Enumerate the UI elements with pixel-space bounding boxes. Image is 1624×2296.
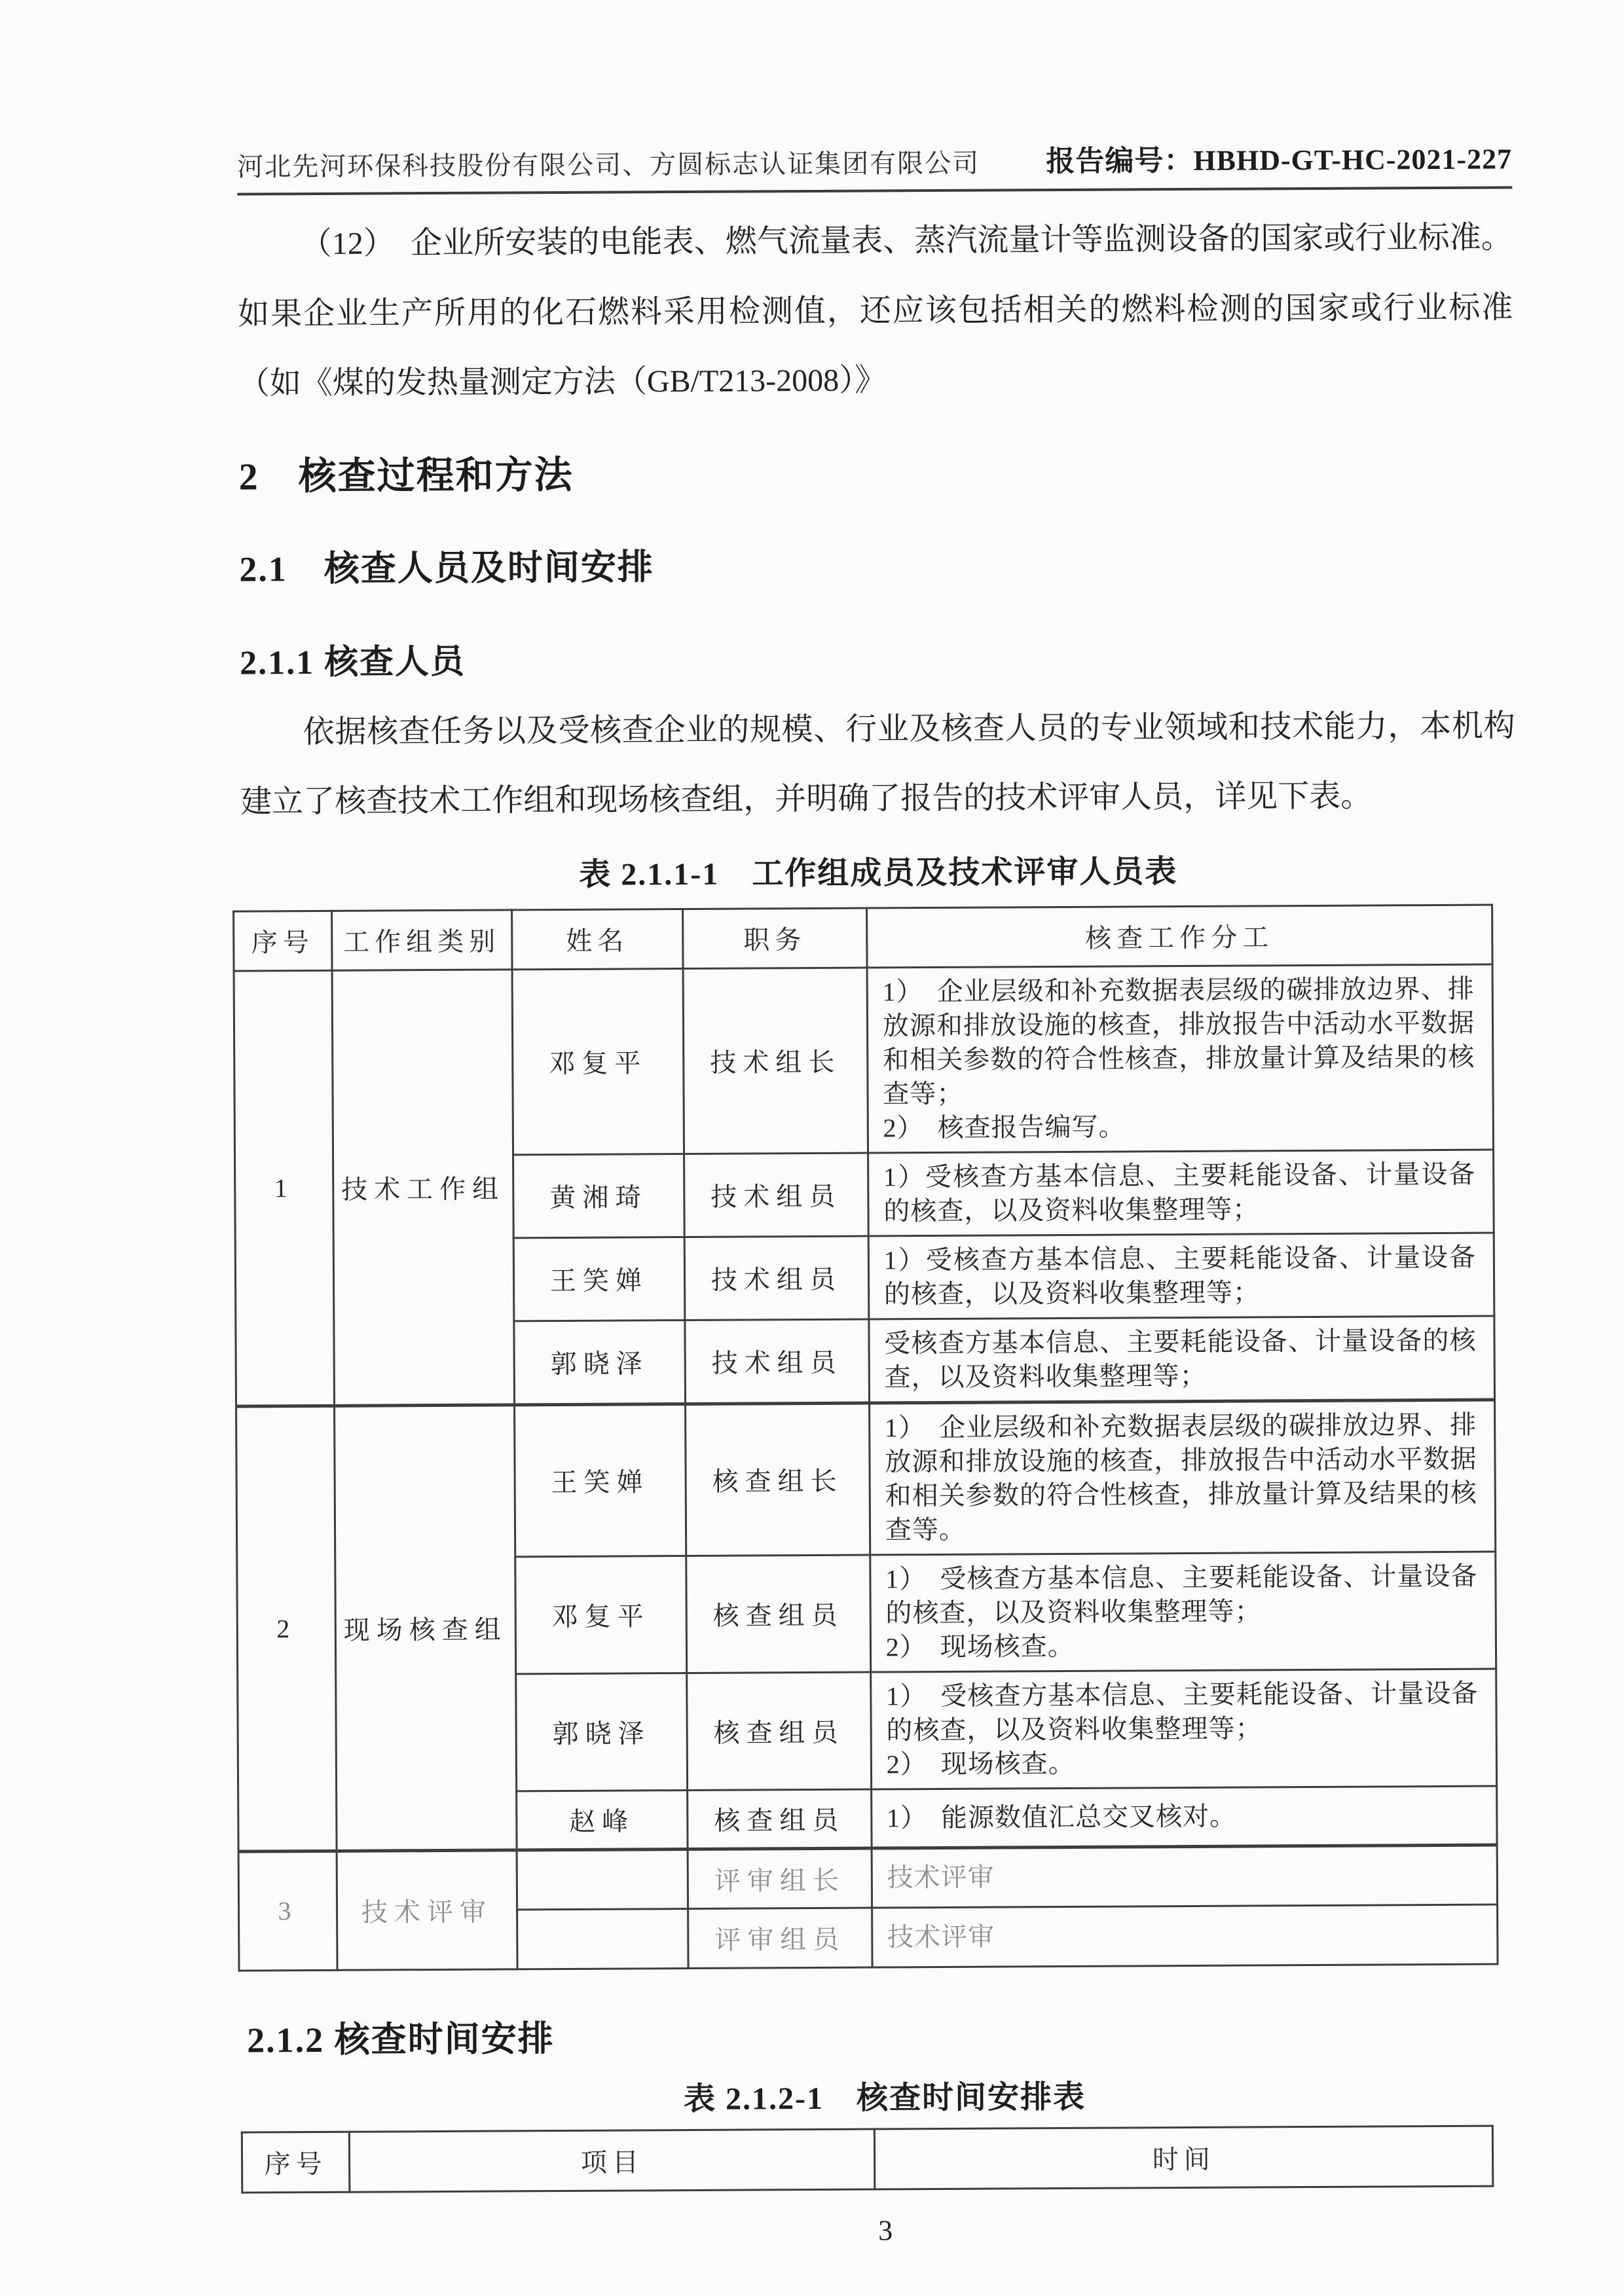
heading-section-2-1: 2.1 核查人员及时间安排 xyxy=(239,547,654,589)
member-name: 邓复平 xyxy=(512,968,684,1154)
member-name: 邓复平 xyxy=(515,1556,687,1673)
col-header-seq: 序号 xyxy=(242,2132,350,2193)
duty-line: 2） 现场核查。 xyxy=(885,1631,1075,1662)
table-2-caption: 表 2.1.2-1 核查时间安排表 xyxy=(683,2079,1086,2117)
schedule-table xyxy=(241,2124,1494,2193)
duty-line: 1） 企业层级和补充数据表层级的碳排放边界、排放源和排放设施的核查，排放报告中活动水平数据和相关参数的符合性核查，排放量计算及结果的核查等； xyxy=(882,974,1475,1109)
group-2-category: 现场核查组 xyxy=(334,1405,516,1851)
member-duty xyxy=(869,1316,1495,1403)
col-header-item: 项目 xyxy=(350,2129,876,2192)
group-3-seq: 3 xyxy=(238,1851,337,1971)
duty-line: 技术评审 xyxy=(887,1862,995,1893)
table-1-caption: 表 2.1.1-1 工作组成员及技术评审人员表 xyxy=(579,854,1178,892)
col-header-name: 姓名 xyxy=(511,909,683,969)
duty-line: 1） 企业层级和补充数据表层级的碳排放边界、排放源和排放设施的核查，排放报告中活动水平数据和相关参数的符合性核查，排放量计算及结果的核查等。 xyxy=(884,1410,1477,1545)
member-title: 核查组员 xyxy=(688,1789,872,1849)
duty-line: 2） 核查报告编写。 xyxy=(883,1112,1126,1143)
member-duty xyxy=(872,1845,1498,1908)
duty-line: 1） 受核查方基本信息、主要耗能设备、计量设备的核查，以及资料收集整理等； xyxy=(885,1561,1478,1628)
member-duty xyxy=(872,1904,1498,1967)
table-row xyxy=(236,1400,1496,1558)
member-title: 技术组员 xyxy=(684,1153,868,1237)
group-1-category: 技术工作组 xyxy=(332,970,514,1406)
member-duty xyxy=(869,1400,1495,1555)
col-header-duty: 核查工作分工 xyxy=(866,905,1492,968)
page-number: 3 xyxy=(878,2214,893,2247)
member-duty xyxy=(870,1552,1496,1672)
heading-section-2: 2 核查过程和方法 xyxy=(238,453,574,498)
duty-line: 受核查方基本信息、主要耗能设备、计量设备的核查，以及资料收集整理等； xyxy=(884,1325,1477,1393)
work-group-table xyxy=(232,903,1498,1971)
member-name: 赵峰 xyxy=(516,1790,688,1850)
col-header-title: 职务 xyxy=(683,908,867,968)
heading-section-2-1-1: 2.1.1 核查人员 xyxy=(239,643,466,682)
duty-line: 2） 现场核查。 xyxy=(886,1748,1075,1779)
member-name xyxy=(517,1908,688,1969)
member-title: 技术组长 xyxy=(683,968,868,1154)
member-title: 技术组员 xyxy=(684,1236,868,1320)
group-2-seq: 2 xyxy=(236,1406,337,1851)
member-duty xyxy=(868,1150,1494,1236)
page-header xyxy=(237,135,1512,195)
member-name: 王笑婵 xyxy=(514,1404,686,1556)
duty-line: 1）受核查方基本信息、主要耗能设备、计量设备的核查，以及资料收集整理等； xyxy=(883,1242,1476,1309)
member-name: 黄湘琦 xyxy=(513,1154,684,1237)
col-header-time: 时间 xyxy=(875,2126,1493,2189)
duty-line: 1） 受核查方基本信息、主要耗能设备、计量设备的核查，以及资料收集整理等； xyxy=(886,1678,1479,1745)
member-title: 核查组员 xyxy=(687,1672,872,1790)
col-header-seq: 序号 xyxy=(234,911,332,971)
table-row xyxy=(234,964,1493,1156)
member-duty xyxy=(870,1669,1496,1789)
member-title: 技术组员 xyxy=(685,1319,869,1404)
table-row xyxy=(238,1845,1497,1911)
member-title: 核查组员 xyxy=(686,1555,871,1673)
member-duty xyxy=(867,964,1494,1153)
member-name: 郭晓泽 xyxy=(515,1673,687,1791)
member-title: 评审组长 xyxy=(688,1848,872,1908)
header-company-names: 河北先河环保科技股份有限公司、方圆标志认证集团有限公司 xyxy=(237,148,980,182)
table-header-row xyxy=(234,905,1492,971)
member-name: 王笑婵 xyxy=(513,1237,685,1321)
heading-section-2-1-2: 2.1.2 核查时间安排 xyxy=(246,2018,555,2060)
paragraph-monitoring-standards: （12） 企业所安装的电能表、燃气流量表、蒸汽流量计等监测设备的国家或行业标准。如果企业生产所用的化石燃料采用检测值，还应该包括相关的燃料检测的国家或行业标准（如《煤的发热量测定方法（GB/T213-2008）》 xyxy=(238,220,1513,401)
duty-line: 1）受核查方基本信息、主要耗能设备、计量设备的核查，以及资料收集整理等； xyxy=(883,1159,1476,1226)
group-3-category: 技术评审 xyxy=(337,1850,517,1970)
header-report-number: 报告编号：HBHD-GT-HC-2021-227 xyxy=(1046,143,1513,178)
member-duty xyxy=(868,1233,1494,1319)
member-duty xyxy=(871,1786,1497,1848)
paragraph-verification-staff: 依据核查任务以及受核查企业的规模、行业及核查人员的专业领域和技术能力，本机构建立了核查技术工作组和现场核查组，并明确了报告的技术评审人员，详见下表。 xyxy=(240,708,1515,820)
member-title: 核查组长 xyxy=(686,1403,870,1556)
group-1-seq: 1 xyxy=(234,970,334,1406)
member-title: 评审组员 xyxy=(688,1908,872,1968)
member-name: 郭晓泽 xyxy=(514,1320,686,1404)
table-header-row xyxy=(242,2126,1492,2193)
duty-line: 1） 能源数值汇总交叉核对。 xyxy=(886,1801,1237,1833)
col-header-group-type: 工作组类别 xyxy=(331,910,511,970)
duty-line: 技术评审 xyxy=(887,1922,995,1952)
member-name xyxy=(517,1849,688,1909)
